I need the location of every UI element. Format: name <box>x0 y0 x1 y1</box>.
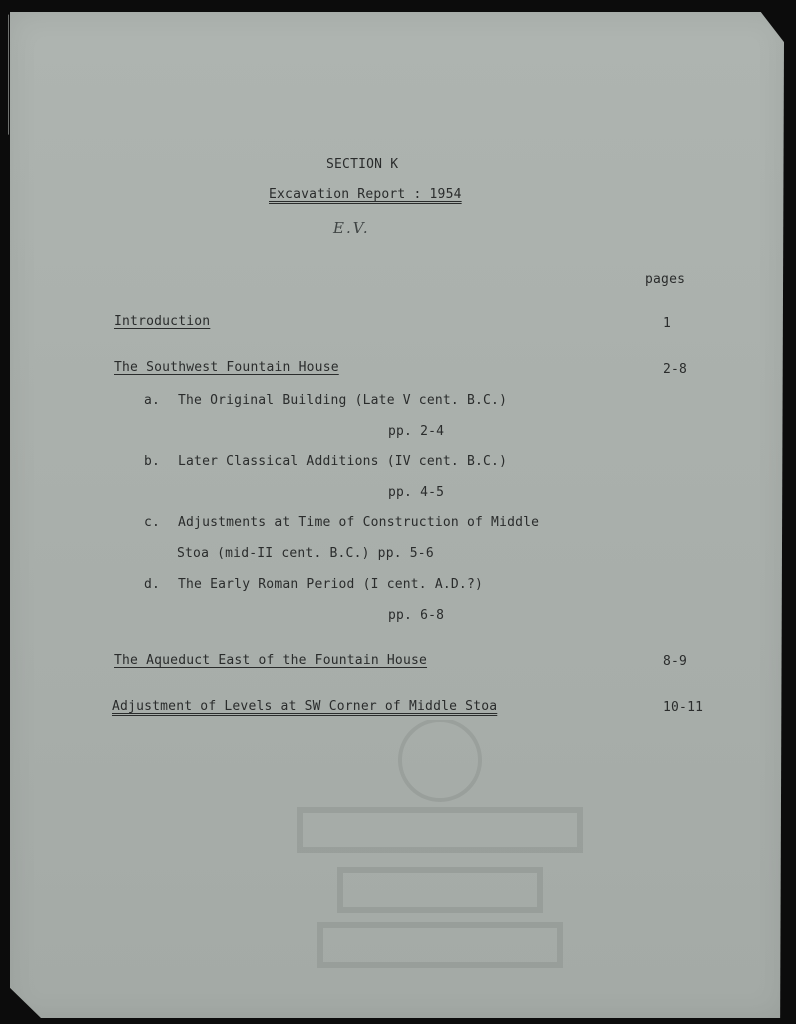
subentry-d-letter: d. <box>144 577 161 592</box>
subentry-c-letter: c. <box>144 515 161 530</box>
subentry-d-pages: pp. 6-8 <box>388 608 445 623</box>
bleed-through-stamp-icon <box>280 720 600 980</box>
entry-aqueduct: The Aqueduct East of the Fountain House <box>114 653 428 668</box>
subentry-a-pages: pp. 2-4 <box>388 424 445 439</box>
subentry-b-text: Later Classical Additions (IV cent. B.C.) <box>178 454 508 469</box>
subentry-b-pages: pp. 4-5 <box>388 485 445 500</box>
subentry-d-text: The Early Roman Period (I cent. A.D.?) <box>178 577 484 592</box>
entry-fountain-house-pages: 2-8 <box>663 362 688 377</box>
entry-levels-pages: 10-11 <box>663 700 704 715</box>
pages-column-label: pages <box>645 272 686 287</box>
entry-aqueduct-pages: 8-9 <box>663 654 688 669</box>
paper-fold-mark <box>8 9 39 134</box>
report-title: Excavation Report : 1954 <box>269 187 462 202</box>
subentry-b-letter: b. <box>144 454 161 469</box>
entry-introduction: Introduction <box>114 314 211 329</box>
entry-introduction-pages: 1 <box>663 316 672 331</box>
section-heading: SECTION K <box>326 157 399 172</box>
subentry-a-text: The Original Building (Late V cent. B.C.) <box>178 393 508 408</box>
entry-levels: Adjustment of Levels at SW Corner of Middle Stoa <box>112 699 498 714</box>
subentry-c-text: Adjustments at Time of Construction of Middle <box>178 515 540 530</box>
subentry-a-letter: a. <box>144 393 161 408</box>
subentry-c-text-continued: Stoa (mid-II cent. B.C.) pp. 5-6 <box>177 546 434 561</box>
entry-fountain-house: The Southwest Fountain House <box>114 360 339 375</box>
handwritten-annotation: E.V. <box>333 219 370 237</box>
